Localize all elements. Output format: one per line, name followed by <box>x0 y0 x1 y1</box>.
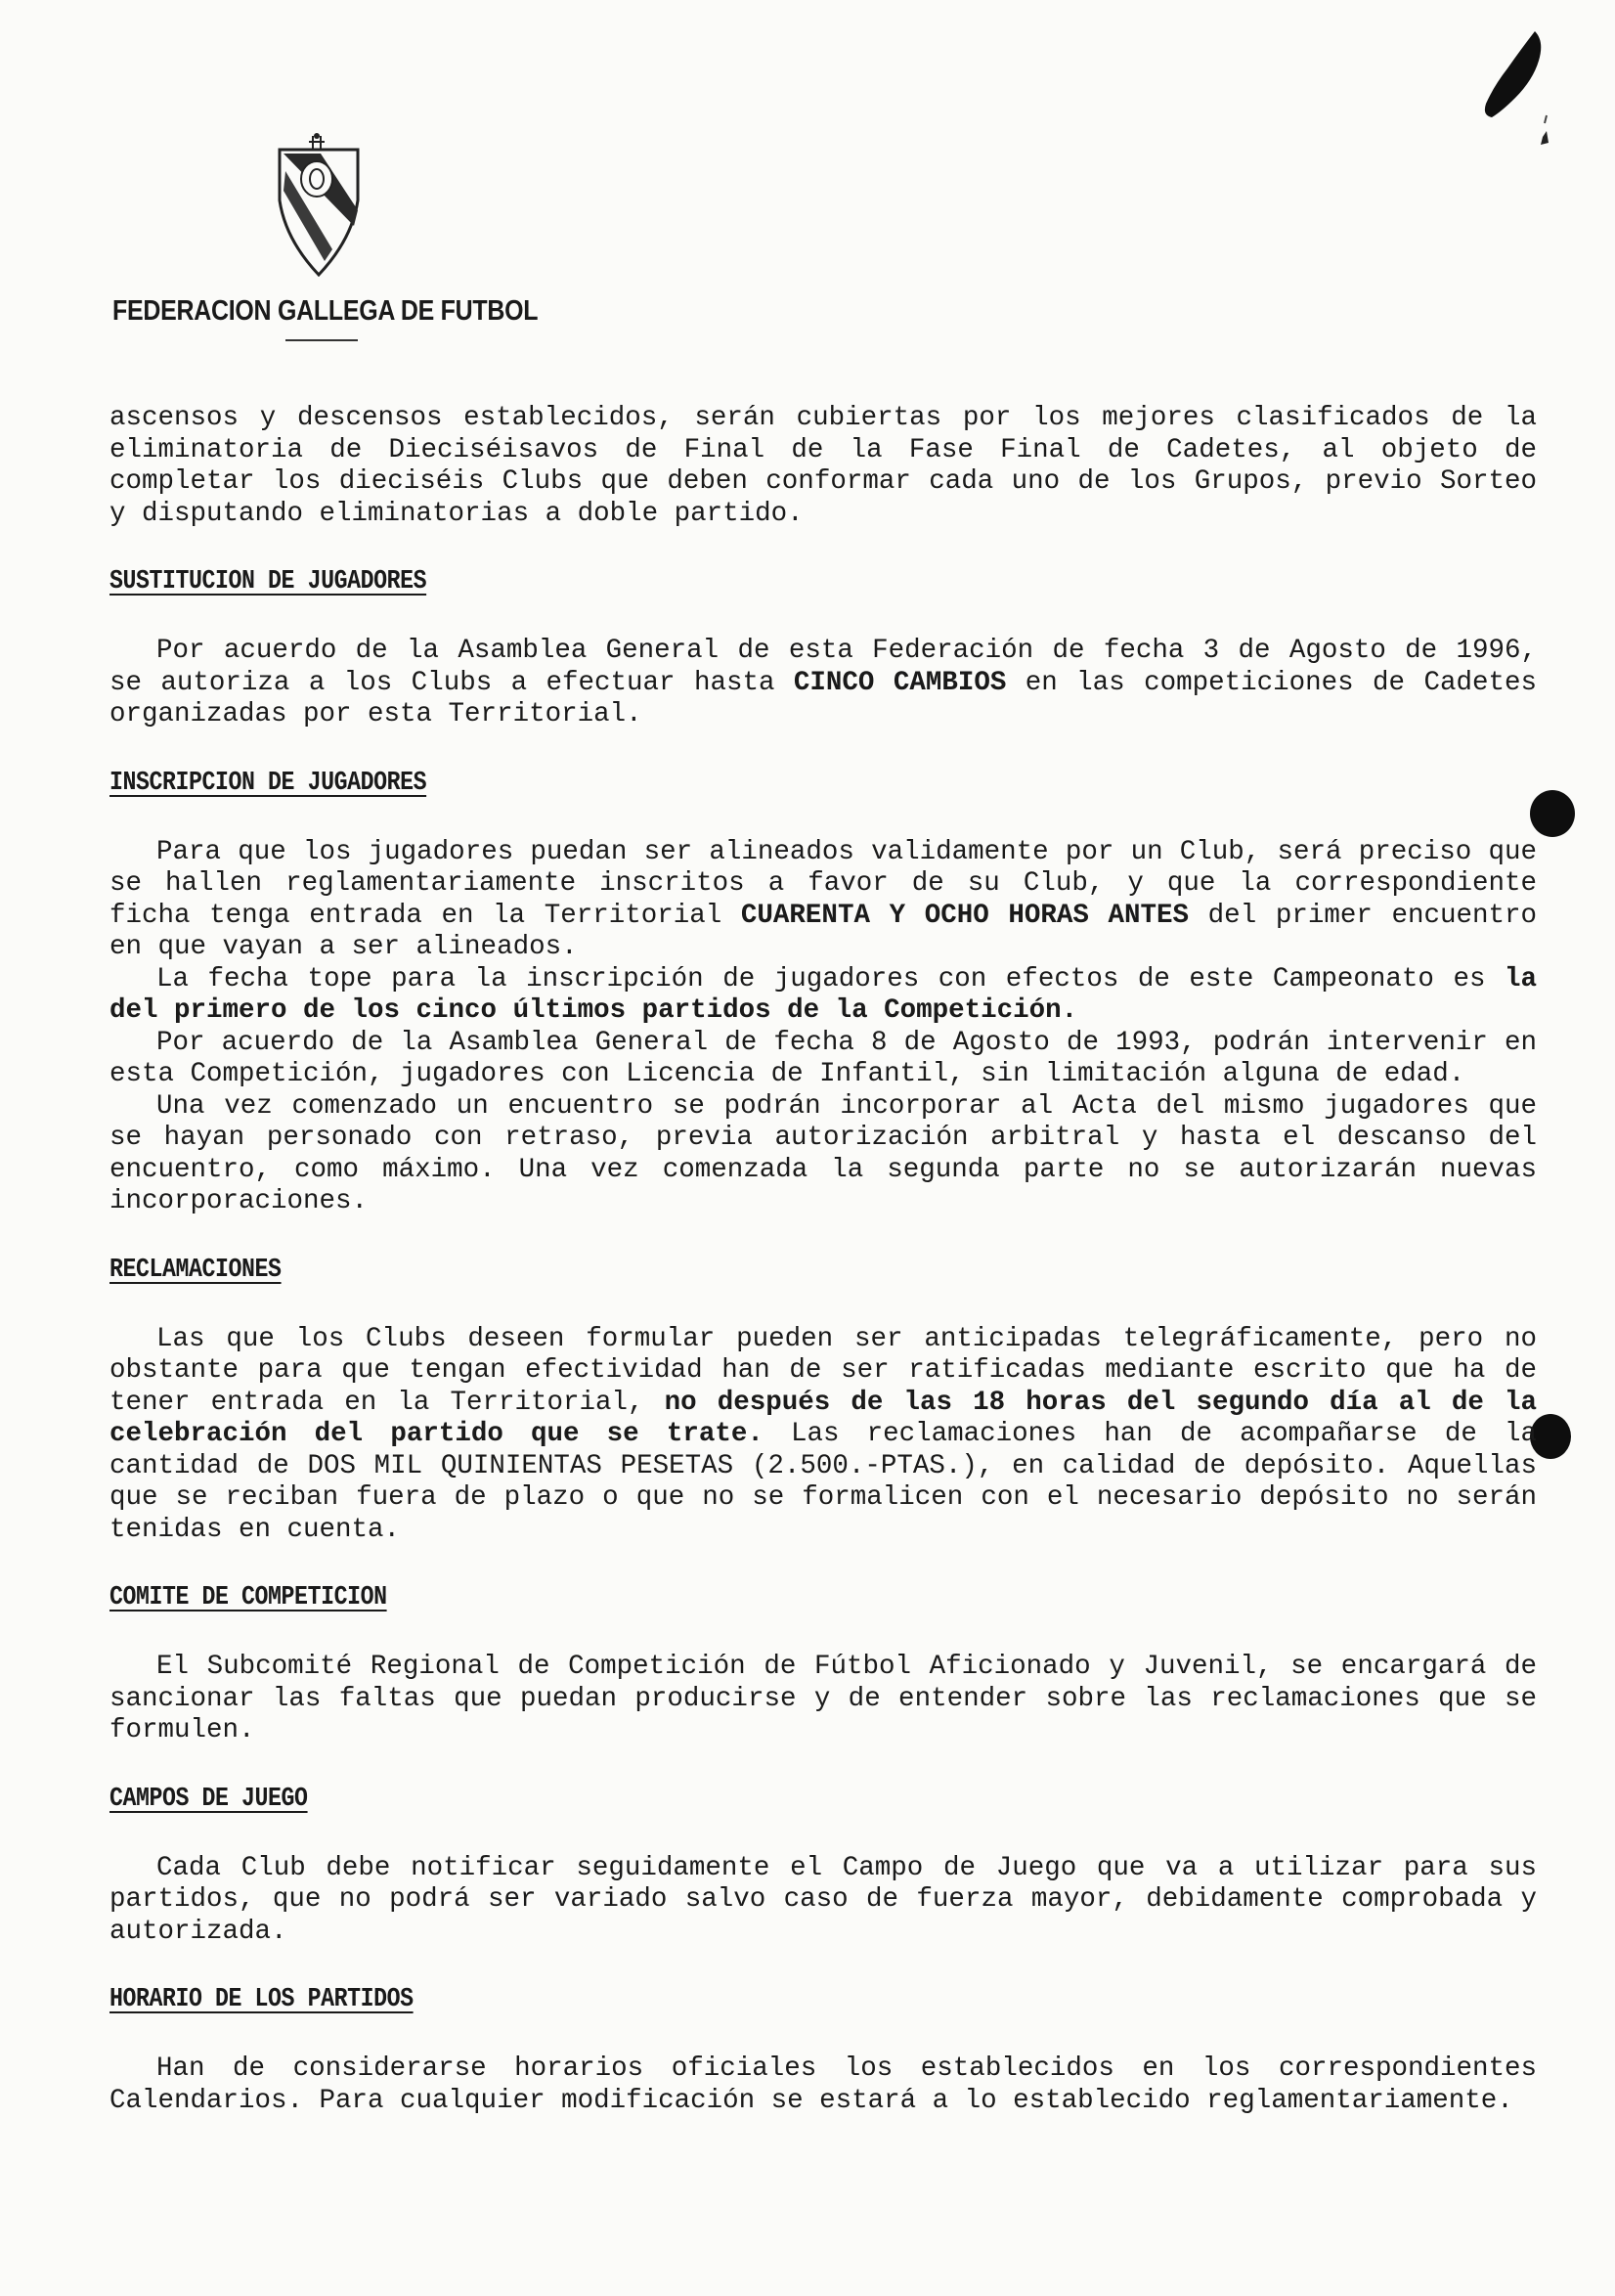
intro-paragraph: ascensos y descensos establecidos, serán cubiertas por los mejores clasificados de la eliminatoria de Dieciséisavos de Final de la Fase Final de Cadetes, al objeto de completar los dieciséis Clubs que deben conformar cada uno de los Grupos, previo Sorteo y disputando eliminatorias a doble partido. <box>109 403 1537 529</box>
inscripcion-paragraph-3: Por acuerdo de la Asamblea General de fecha 8 de Agosto de 1993, podrán intervenir en esta Competición, jugadores con Licencia de Infantil, sin limitación alguna de edad. <box>109 1027 1537 1089</box>
inscripcion-paragraph-4: Una vez comenzado un encuentro se podrán incorporar al Acta del mismo jugadores que se hayan personado con retraso, previa autorización arbitral y hasta el descanso del encuentro, como máximo. Una vez comenzada la segunda parte no se autorizarán nuevas incorporaciones. <box>109 1090 1537 1216</box>
horario-paragraph: Han de considerarse horarios oficiales los establecidos en los correspondientes Calendarios. Para cualquier modificación se estará a lo establecido reglamentariamente. <box>109 2053 1537 2116</box>
document-body <box>109 403 1537 2117</box>
section-comite <box>109 1583 1537 1747</box>
ink-stamp-mark-icon <box>1447 22 1574 168</box>
section-reclamaciones <box>109 1256 1537 1547</box>
text-run: Las que los Clubs deseen formular pueden ser anticipadas telegráficamente, pero no obstante para que tengan efectividad han de ser ratificadas mediante escrito que ha de tener entrada en la Territorial, <box>109 1323 1537 1418</box>
text-run: Por acuerdo de la Asamblea General de esta Federación de fecha 3 de Agosto de 1996, se autoriza a los Clubs a efectuar hasta <box>109 636 1537 698</box>
header-rule <box>285 339 358 341</box>
bold-run: CUARENTA Y OCHO HORAS ANTES <box>740 900 1190 931</box>
section-title-comite: COMITE DE COMPETICION <box>109 1583 387 1612</box>
reclamaciones-paragraph <box>109 1324 1537 1547</box>
bold-run: no después de las 18 horas del segundo día al de la celebración del partido que se trate. <box>109 1387 1537 1449</box>
section-campos <box>109 1785 1537 1949</box>
inscripcion-paragraph-1 <box>109 837 1537 964</box>
campos-paragraph: Cada Club debe notificar seguidamente el Campo de Juego que va a utilizar para sus partidos, que no podrá ser variado salvo caso de fuerza mayor, debidamente comprobada y autorizada. <box>109 1852 1537 1947</box>
text-run: Las reclamaciones han de acompañarse de la cantidad de DOS MIL QUINIENTAS PESETAS (2.500.-PTAS.), en calidad de depósito. Aquellas que se reciban fuera de plazo o que no se formalicen con el necesario depósito no serán tenidas en cuenta. <box>109 1419 1537 1545</box>
inscripcion-paragraph-2 <box>109 964 1537 1028</box>
section-inscripcion <box>109 769 1537 1218</box>
section-title-reclamaciones: RECLAMACIONES <box>109 1255 282 1285</box>
federation-name: FEDERACION GALLEGA DE FUTBOL <box>112 295 539 327</box>
bold-run: CINCO CAMBIOS <box>793 667 1007 698</box>
text-run: Para que los jugadores puedan ser alineados validamente por un Club, será preciso que se hallen reglamentariamente inscritos a favor de su Club, y que la correspondiente ficha tenga entrada en la Territorial <box>109 836 1537 931</box>
section-horario <box>109 1985 1537 2117</box>
section-title-inscripcion: INSCRIPCION DE JUGADORES <box>109 768 427 798</box>
text-run: La fecha tope para la inscripción de jugadores con efectos de este Campeonato es <box>156 963 1505 994</box>
section-title-campos: CAMPOS DE JUEGO <box>109 1784 308 1814</box>
text-run: en las competiciones de Cadetes organizadas por esta Territorial. <box>109 667 1537 729</box>
section-sustitucion <box>109 567 1537 731</box>
bold-run: la del primero de los cinco últimos partidos de la Competición. <box>109 963 1537 1026</box>
text-run: del primer encuentro en que vayan a ser alineados. <box>109 900 1538 962</box>
sustitucion-paragraph <box>109 636 1537 731</box>
section-title-horario: HORARIO DE LOS PARTIDOS <box>109 1985 414 2014</box>
section-title-sustitucion: SUSTITUCION DE JUGADORES <box>109 567 427 596</box>
comite-paragraph: El Subcomité Regional de Competición de Fútbol Aficionado y Juvenil, se encargará de sancionar las faltas que puedan producirse y de entender sobre las reclamaciones que se formulen. <box>109 1652 1537 1745</box>
federation-shield-icon <box>274 132 364 277</box>
